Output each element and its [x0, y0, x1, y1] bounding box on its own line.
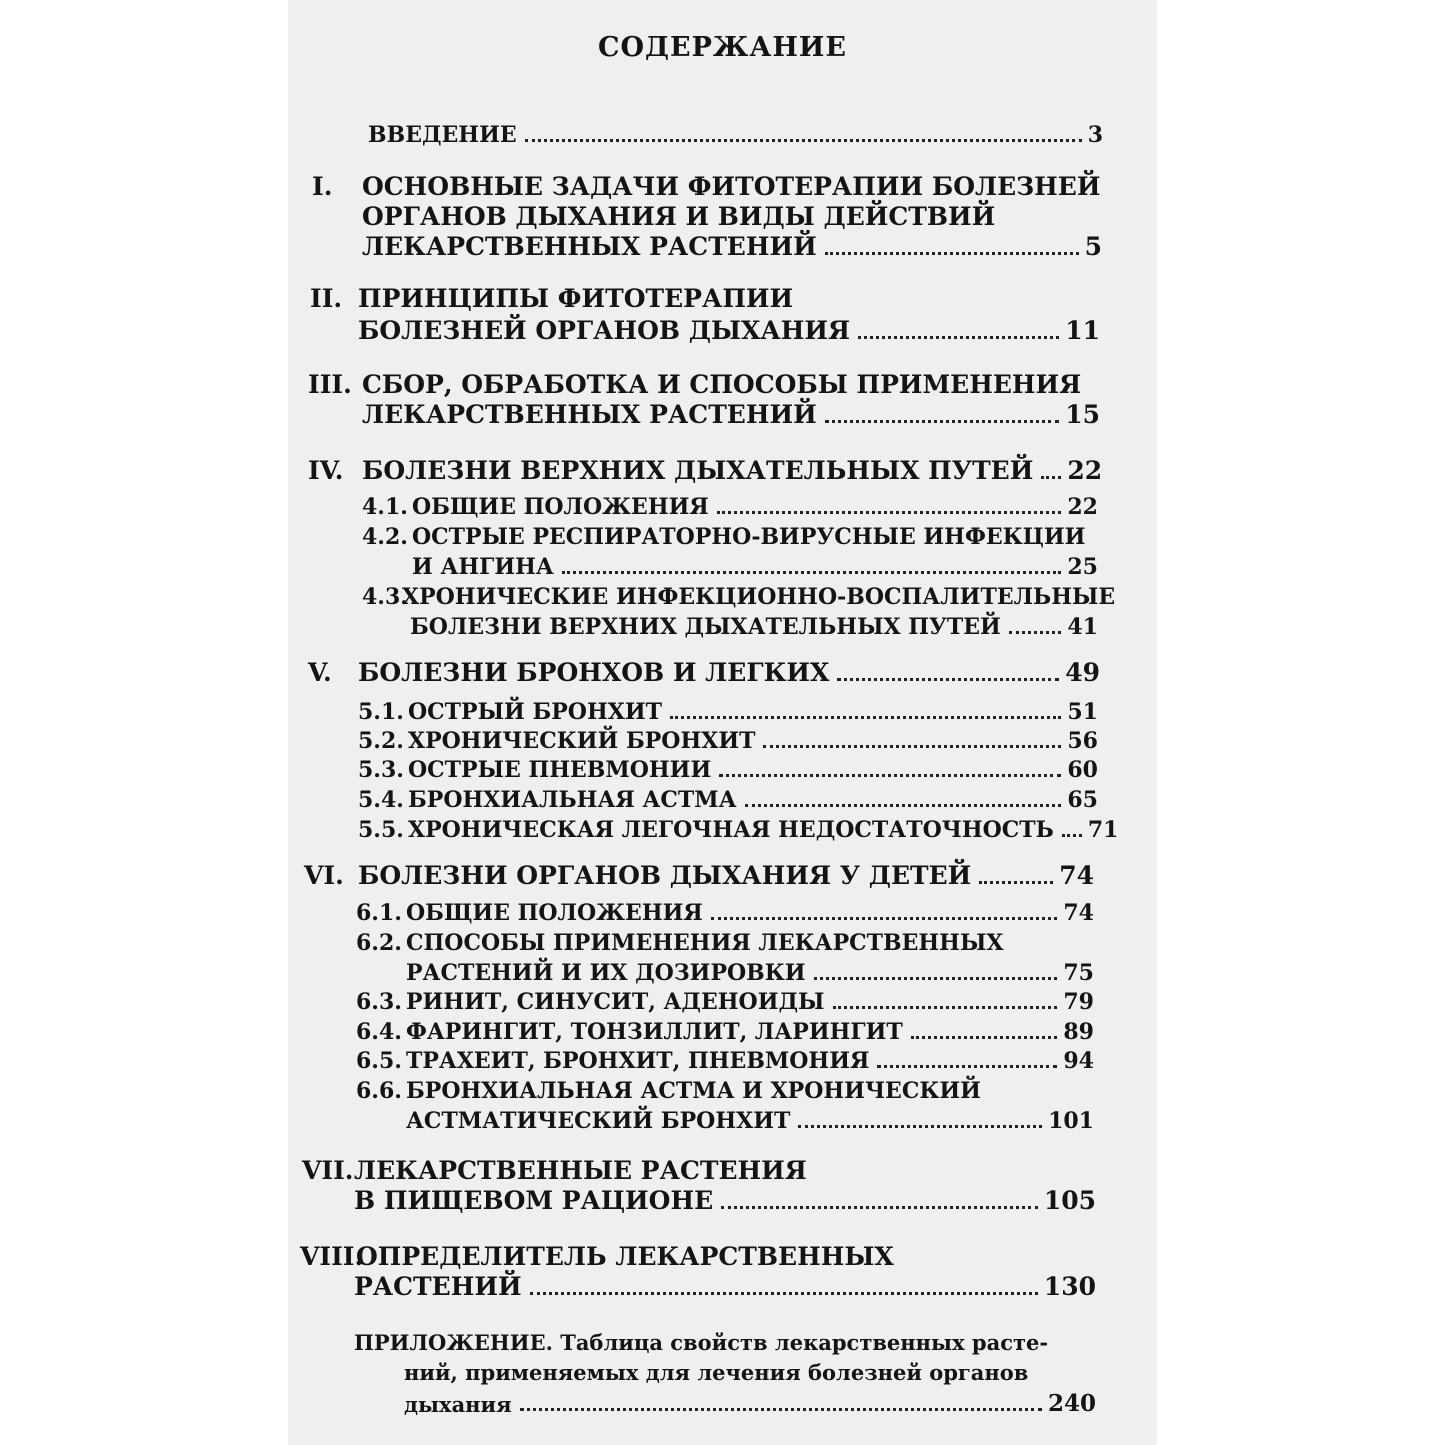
section-number: 6.2.	[356, 930, 402, 956]
section-number: 6.4.	[356, 1019, 402, 1045]
toc-entry-ch7	[354, 1186, 1096, 1215]
chapter-title-line: В ПИЩЕВОМ РАЦИОНЕ	[354, 1186, 714, 1215]
dot-leader	[833, 1006, 1058, 1009]
dot-leader	[562, 571, 1062, 574]
dot-leader	[877, 1065, 1057, 1068]
toc-entry-intro	[368, 122, 1103, 148]
chapter-number: VIII.	[300, 1242, 364, 1271]
section-title-line: РАСТЕНИЙ И ИХ ДОЗИРОВКИ	[406, 960, 806, 986]
dot-leader	[911, 1036, 1058, 1039]
page-number: 22	[1067, 456, 1103, 485]
page-title: СОДЕРЖАНИЕ	[598, 32, 847, 63]
chapter-number: III.	[308, 370, 352, 399]
toc-entry-5-3	[408, 757, 1098, 783]
chapter-title-line: БОЛЕЗНИ ВЕРХНИХ ДЫХАТЕЛЬНЫХ ПУТЕЙ	[362, 456, 1034, 485]
appendix-line: дыхания	[404, 1392, 512, 1417]
dot-leader	[825, 252, 1079, 255]
chapter-title-line: ОРГАНОВ ДЫХАНИЯ И ВИДЫ ДЕЙСТВИЙ	[362, 202, 996, 231]
page-number: 89	[1063, 1019, 1094, 1045]
appendix-line: ний, применяемых для лечения болезней органов	[404, 1360, 1029, 1385]
page-number: 65	[1067, 787, 1098, 813]
section-number: 6.3.	[356, 989, 402, 1015]
section-title-line: СПОСОБЫ ПРИМЕНЕНИЯ ЛЕКАРСТВЕННЫХ	[406, 930, 1004, 956]
section-number: 5.2.	[358, 728, 404, 754]
section-title-line: ХРОНИЧЕСКИЕ ИНФЕКЦИОННО-ВОСПАЛИТЕЛЬНЫЕ	[402, 584, 1116, 610]
page-number: 74	[1063, 900, 1094, 926]
dot-leader	[670, 716, 1061, 719]
section-title-line: ОБЩИЕ ПОЛОЖЕНИЯ	[406, 900, 703, 926]
page-number: 49	[1065, 658, 1100, 687]
toc-entry-6-5	[406, 1048, 1094, 1074]
chapter-title-line: ЛЕКАРСТВЕННЫХ РАСТЕНИЙ	[362, 232, 817, 261]
appendix-text: Таблица свойств лекарственных расте-	[552, 1330, 1049, 1355]
section-title-line: ОСТРЫЕ ПНЕВМОНИИ	[408, 757, 712, 783]
page-number: 41	[1067, 614, 1098, 640]
toc-entry-6-1	[406, 900, 1094, 926]
dot-leader	[719, 774, 1061, 777]
page-number: 240	[1047, 1390, 1096, 1417]
page-number: 130	[1043, 1272, 1096, 1301]
dot-leader	[798, 1125, 1042, 1128]
toc-entry-ch2	[358, 316, 1100, 345]
chapter-title-line: ПРИНЦИПЫ ФИТОТЕРАПИИ	[358, 284, 794, 313]
page-number: 75	[1063, 960, 1094, 986]
page-number: 15	[1065, 400, 1100, 429]
toc-entry-6-4	[406, 1019, 1094, 1045]
toc-entry-5-4	[408, 787, 1098, 813]
page-number: 22	[1067, 494, 1098, 520]
section-title-line: ОСТРЫЕ РЕСПИРАТОРНО-ВИРУСНЫЕ ИНФЕКЦИИ	[412, 524, 1086, 550]
dot-leader	[1062, 834, 1082, 837]
dot-leader	[825, 420, 1059, 423]
dot-leader	[711, 917, 1058, 920]
dot-leader	[1009, 631, 1062, 634]
section-number: 6.5.	[356, 1048, 402, 1074]
dot-leader	[814, 977, 1058, 980]
chapter-title-line: РАСТЕНИЙ	[354, 1272, 522, 1301]
section-title-line: БОЛЕЗНИ ВЕРХНИХ ДЫХАТЕЛЬНЫХ ПУТЕЙ	[410, 614, 1001, 640]
chapter-number: IV.	[308, 456, 344, 485]
toc-entry-4-1	[412, 494, 1098, 520]
section-title-line: АСТМАТИЧЕСКИЙ БРОНХИТ	[406, 1108, 791, 1134]
toc-entry-appendix	[404, 1390, 1096, 1417]
page-number: 74	[1059, 861, 1094, 890]
page-number: 71	[1087, 817, 1119, 843]
chapter-title-line: БОЛЕЗНИ ОРГАНОВ ДЫХАНИЯ У ДЕТЕЙ	[358, 861, 972, 890]
section-number: 4.3.	[362, 584, 408, 610]
section-number: 6.1.	[356, 900, 402, 926]
page-number: 3	[1087, 122, 1103, 148]
page-number: 25	[1067, 554, 1098, 580]
chapter-number: VI.	[304, 861, 344, 890]
section-number: 5.3.	[358, 757, 404, 783]
page-number: 79	[1063, 989, 1094, 1015]
toc-entry-ch6	[358, 861, 1094, 890]
dot-leader	[721, 1206, 1038, 1209]
section-number: 4.1.	[362, 494, 408, 520]
dot-leader	[837, 678, 1059, 681]
section-title-line: БРОНХИАЛЬНАЯ АСТМА И ХРОНИЧЕСКИЙ	[406, 1078, 981, 1104]
dot-leader	[858, 336, 1059, 339]
entry-title: ВВЕДЕНИЕ	[368, 122, 517, 148]
page-number: 11	[1065, 316, 1100, 345]
dot-leader	[745, 804, 1062, 807]
toc-entry-5-2	[408, 728, 1098, 754]
chapter-title-line: БОЛЕЗНЕЙ ОРГАНОВ ДЫХАНИЯ	[358, 316, 851, 345]
page-number: 51	[1067, 699, 1098, 725]
chapter-number: I.	[312, 172, 333, 201]
toc-entry-ch1	[362, 232, 1102, 261]
section-title-line: РИНИТ, СИНУСИТ, АДЕНОИДЫ	[406, 989, 825, 1015]
section-number: 5.5.	[358, 817, 404, 843]
toc-entry-4-3	[410, 614, 1098, 640]
appendix-line	[354, 1330, 1048, 1355]
section-number: 4.2.	[362, 524, 408, 550]
dot-leader	[979, 881, 1053, 884]
toc-entry-ch3	[362, 400, 1100, 429]
section-title-line: ОСТРЫЙ БРОНХИТ	[408, 699, 662, 725]
section-title-line: БРОНХИАЛЬНАЯ АСТМА	[408, 787, 737, 813]
section-title-line: ТРАХЕИТ, БРОНХИТ, ПНЕВМОНИЯ	[406, 1048, 870, 1074]
toc-entry-6-6	[406, 1108, 1094, 1134]
dot-leader	[525, 139, 1082, 142]
chapter-number: II.	[310, 284, 343, 313]
page-number: 105	[1043, 1186, 1096, 1215]
chapter-title-line: ЛЕКАРСТВЕННЫЕ РАСТЕНИЯ	[354, 1156, 807, 1185]
section-title-line: ХРОНИЧЕСКАЯ ЛЕГОЧНАЯ НЕДОСТАТОЧНОСТЬ	[408, 817, 1054, 843]
toc-entry-6-3	[406, 989, 1094, 1015]
toc-entry-6-2	[406, 960, 1094, 986]
chapter-title-line: ОПРЕДЕЛИТЕЛЬ ЛЕКАРСТВЕННЫХ	[356, 1242, 894, 1271]
toc-entry-5-1	[408, 699, 1098, 725]
chapter-number: V.	[308, 658, 332, 687]
chapter-title-line: ЛЕКАРСТВЕННЫХ РАСТЕНИЙ	[362, 400, 817, 429]
toc-entry-5-5	[408, 817, 1119, 843]
page-number: 56	[1067, 728, 1098, 754]
section-number: 5.4.	[358, 787, 404, 813]
section-title-line: И АНГИНА	[412, 554, 554, 580]
chapter-number: VII.	[302, 1156, 354, 1185]
section-title-line: ОБЩИЕ ПОЛОЖЕНИЯ	[412, 494, 709, 520]
section-title-line: ХРОНИЧЕСКИЙ БРОНХИТ	[408, 728, 756, 754]
dot-leader	[1041, 476, 1061, 479]
page-number: 60	[1067, 757, 1098, 783]
chapter-title-line: СБОР, ОБРАБОТКА И СПОСОБЫ ПРИМЕНЕНИЯ	[362, 370, 1082, 399]
chapter-title-line: БОЛЕЗНИ БРОНХОВ И ЛЕГКИХ	[358, 658, 830, 687]
toc-entry-4-2	[412, 554, 1098, 580]
dot-leader	[530, 1292, 1038, 1295]
dot-leader	[520, 1408, 1042, 1411]
toc-entry-ch4	[362, 456, 1103, 485]
dot-leader	[763, 745, 1061, 748]
section-number: 6.6.	[356, 1078, 402, 1104]
toc-entry-ch5	[358, 658, 1100, 687]
section-title-line: ФАРИНГИТ, ТОНЗИЛЛИТ, ЛАРИНГИТ	[406, 1019, 903, 1045]
chapter-title-line: ОСНОВНЫЕ ЗАДАЧИ ФИТОТЕРАПИИ БОЛЕЗНЕЙ	[362, 172, 1101, 201]
section-number: 5.1.	[358, 699, 404, 725]
toc-entry-ch8	[354, 1272, 1096, 1301]
page-number: 94	[1063, 1048, 1094, 1074]
page-number: 101	[1048, 1108, 1094, 1134]
appendix-label: ПРИЛОЖЕНИЕ.	[354, 1330, 553, 1355]
dot-leader	[717, 511, 1062, 514]
page-number: 5	[1084, 232, 1102, 261]
